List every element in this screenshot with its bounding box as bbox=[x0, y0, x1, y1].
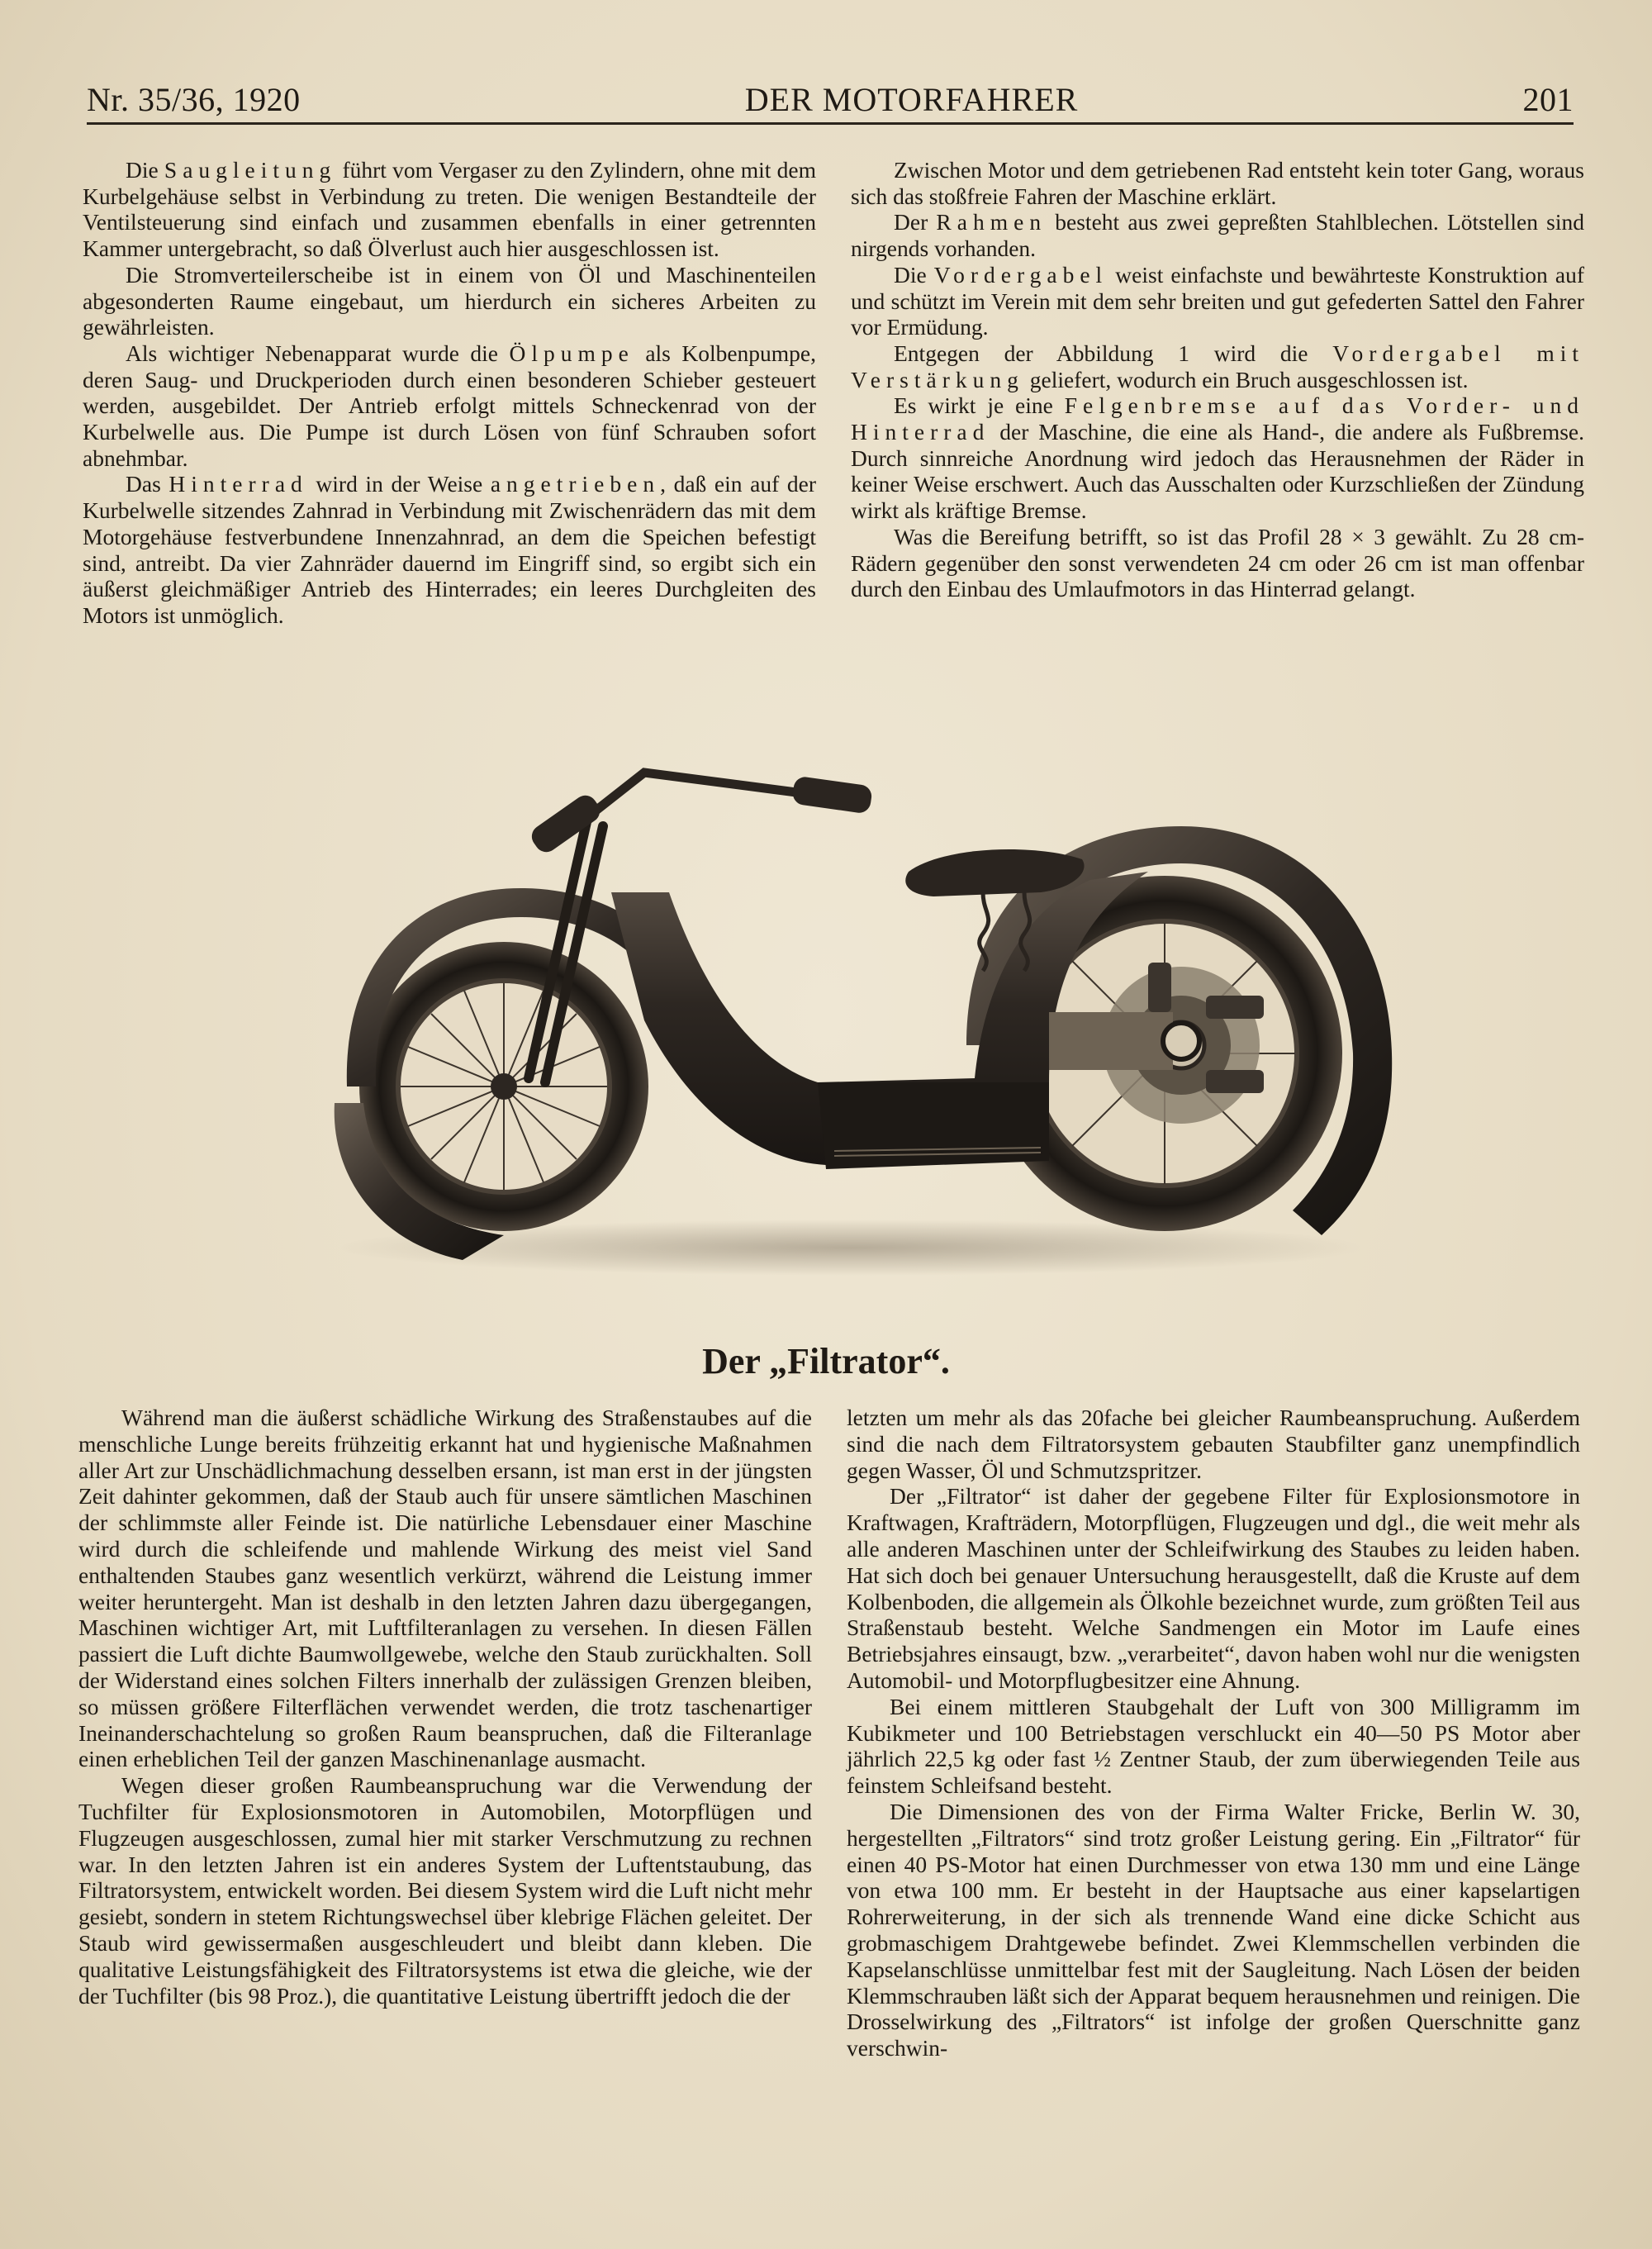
column-top-left bbox=[83, 157, 816, 629]
running-head bbox=[87, 76, 1574, 119]
page-number: 201 bbox=[1522, 81, 1574, 118]
paragraph: Der Rahmen besteht aus zwei gepreßten Stahlblechen. Lötstellen sind nirgends vorhanden. bbox=[851, 209, 1584, 262]
paragraph: Das Hinterrad wird in der Weise angetrieben, daß ein auf der Kurbelwelle sitzendes Zahnrad in Verbindung mit Zwischenrädern das mit dem Motorgehäuse festverbundene Innenzahnrad, an dem die Speichen befestigt sind, antreibt. Da vier Zahnräder dauernd im Eingriff sind, so ergibt sich ein äußerst gleichmäßiger Antrieb des Hinterrades; ein leeres Durchgleiten des Motors ist unmöglich. bbox=[83, 471, 816, 628]
column-top-right bbox=[851, 157, 1584, 602]
journal-title: DER MOTORFAHRER bbox=[744, 81, 1079, 118]
paragraph: Was die Bereifung betrifft, so ist das Profil 28 × 3 gewählt. Zu 28 cm-Rädern gegenüber den sonst verwendeten 24 cm oder 26 cm ist man offenbar durch den Einbau des Umlaufmotors in das Hinterrad gelangt. bbox=[851, 523, 1584, 602]
paragraph: Der „Filtrator“ ist daher der gegebene Filter für Explosionsmotore in Kraftwagen, Krafträdern, Motorpflügen, Flugzeugen und dgl., die weit mehr als alle anderen Maschinen unter der Schleifwirkung des Staubes zu leiden haben. Hat sich doch bei genauer Untersuchung herausgestellt, daß die Kruste auf dem Kolbenboden, die allgemein als Ölkohle bezeichnet wurde, zum größten Teil aus Straßenstaub besteht. Welche Sandmengen ein Motor im Laufe eines Betriebsjahres einsaugt, bzw. „verarbeitet“, davon haben wohl nur die wenigsten Automobil- und Motorpflugbesitzer eine Ahnung. bbox=[847, 1483, 1580, 1693]
header-rule bbox=[87, 122, 1574, 125]
paragraph: Zwischen Motor und dem getriebenen Rad entsteht kein toter Gang, woraus sich das stoßfreie Fahren der Maschine erklärt. bbox=[851, 157, 1584, 209]
paragraph: Die Saugleitung führt vom Vergaser zu den Zylindern, ohne mit dem Kurbelgehäuse selbst in Verbindung zu treten. Die wenigen Bestandteile der Ventilsteuerung sind einfach und zusammen ebenfalls in einer getrennten Kammer untergebracht, so daß Ölverlust auch hier ausgeschlossen ist. bbox=[83, 157, 816, 262]
paragraph: Bei einem mittleren Staubgehalt der Luft von 300 Milligramm im Kubikmeter und 100 Betriebstagen verschluckt ein 40—50 PS Motor aber jährlich 22,5 kg oder fast ½ Zentner Staub, der zum überwiegenden Teile aus feinstem Schleifsand besteht. bbox=[847, 1693, 1580, 1799]
paragraph: letzten um mehr als das 20fache bei gleicher Raumbeanspruchung. Außerdem sind die nach dem Filtratorsystem gebauten Staubfilter ganz unempfindlich gegen Wasser, Öl und Schmutzspritzer. bbox=[847, 1405, 1580, 1483]
article-title: Der „Filtrator“. bbox=[702, 1341, 950, 1381]
paragraph: Entgegen der Abbildung 1 wird die Vordergabel mit Verstärkung geliefert, wodurch ein Bruch ausgeschlossen ist. bbox=[851, 340, 1585, 392]
issue-number: Nr. 35/36, 1920 bbox=[87, 81, 301, 118]
paragraph: Wegen dieser großen Raumbeanspruchung war die Verwendung der Tuchfilter für Explosionsmotoren in Automobilen, Motorpflügen und Flugzeugen ausgeschlossen, zumal hier mit starker Verschmutzung zu rechnen war. In den letzten Jahren ist ein anderes System der Luftentstaubung, das Filtratorsystem, entwickelt worden. Bei diesem System wird die Luft nicht mehr gesiebt, sondern in stetem Richtungswechsel über klebrige Flächen geleitet. Der Staub wird gewissermaßen ausgeschleudert und bleibt dann kleben. Die qualitative Leistungsfähigkeit des Filtratorsystems ist etwa die gleiche, wie der der Tuchfilter (bis 98 Proz.), die quantitative Leistung übertrifft jedoch die der bbox=[78, 1772, 812, 2009]
motorcycle-photo bbox=[256, 748, 1429, 1285]
column-bottom-right bbox=[847, 1405, 1580, 2061]
paragraph: Die Stromverteilerscheibe ist in einem von Öl und Maschinenteilen abgesonderten Raume eingebaut, um hierdurch ein sicheres Arbeiten zu gewährleisten. bbox=[83, 261, 816, 340]
paragraph: Die Dimensionen des von der Firma Walter Fricke, Berlin W. 30, hergestellten „Filtrators“ sind trotz großer Leistung gering. Ein „Filtrator“ für einen 40 PS-Motor hat einen Durchmesser von etwa 130 mm und eine Länge von etwa 100 mm. Er besteht in der Hauptsache aus einer kapselartigen Rohrerweiterung, in der sich als trennende Wand eine dicke Schicht aus grobmaschigem Drahtgewebe befindet. Zwei Klemmschellen verbinden die Kapselanschlüsse unmittelbar fest mit der Saugleitung. Nach Lösen der beiden Klemmschrauben läßt sich der Apparat bequem herausnehmen und reinigen. Die Drosselwirkung des „Filtrators“ ist infolge der großen Querschnitte ganz verschwin- bbox=[847, 1798, 1580, 2061]
paragraph: Als wichtiger Nebenapparat wurde die Ölpumpe als Kolbenpumpe, deren Saug- und Druckperioden durch einen besonderen Schieber gesteuert werden, ausgebildet. Der Antrieb erfolgt mittels Schneckenrad von der Kurbelwelle aus. Die Pumpe ist durch Lösen von fünf Schrauben sofort abnehmbar. bbox=[83, 340, 817, 471]
column-bottom-left bbox=[78, 1405, 812, 2009]
paragraph: Es wirkt je eine Felgenbremse auf das Vorder- und Hinterrad der Maschine, die eine als Hand-, die andere als Fußbremse. Durch sinnreiche Anordnung wird jedoch das Herausnehmen der Räder in keiner Weise erschwert. Auch das Ausschalten oder Kurzschließen der Zündung wirkt als kräftige Bremse. bbox=[851, 392, 1585, 524]
paragraph: Die Vordergabel weist einfachste und bewährteste Konstruktion auf und schützt im Verein mit dem sehr breiten und gut gefederten Sattel den Fahrer vor Ermüdung. bbox=[851, 261, 1584, 340]
front-wheel bbox=[359, 942, 648, 1231]
paragraph: Während man die äußerst schädliche Wirkung des Straßenstaubes auf die menschliche Lunge bereits frühzeitig erkannt hat und hygienische Maßnahmen aller Art zur Unschädlichmachung desselben ersann, ist man erst in der jüngsten Zeit dahinter gekommen, daß der Staub auch für unsere sämtlichen Maschinen der schlimmste aller Feinde ist. Die natürliche Lebensdauer einer Maschine wird durch die schleifende und mahlende Wirkung des meist viel Sand enthaltenden Staubes ganz wesentlich verkürzt, während die Leistung immer weiter heruntergeht. Man ist deshalb in den letzten Jahren dazu übergegangen, Maschinen wichtiger Art, mit Luftfilteranlagen zu versehen. In diesen Fällen passiert die Luft dichte Baumwollgewebe, welche den Staub zurückhalten. Soll der Widerstand eines solchen Filters innerhalb der zulässigen Grenzen bleiben, so müssen größere Filterflächen verwendet werden, die trotz taschenartiger Ineinanderschachtelung so großen Raum beanspruchen, daß die Filteranlage einen erheblichen Teil der ganzen Maschinenanlage ausmacht. bbox=[78, 1405, 812, 1772]
